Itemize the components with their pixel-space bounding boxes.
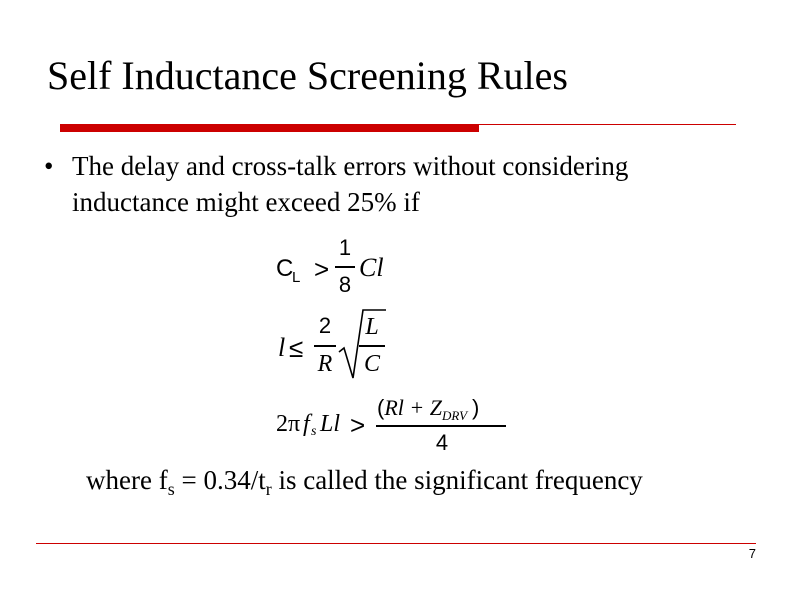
eq3-operator: > [350,410,366,440]
eq1-lhs-sub: L [292,269,301,286]
eq3-lhs-rest: Ll [320,411,341,437]
eq3-num-sub: DRV [441,408,468,423]
footer-sub-r: r [265,479,272,499]
footer-sub-s: s [167,479,175,499]
eq3-numerator [377,395,479,421]
eq3-frac-den: 4 [435,430,449,455]
slide-title: Self Inductance Screening Rules [47,53,568,98]
footer-divider [36,543,756,544]
eq3-num-main: Rl + Z [384,395,442,420]
eq2-frac-num: 2 [318,313,332,338]
eq2-operator: ≤ [289,333,304,363]
footer-mid: = 0.34/t [174,465,266,495]
eq1-operator: > [314,254,330,284]
eq3-num-close: ) [472,395,480,420]
footer-suffix: is called the significant frequency [271,465,643,495]
bullet-text: The delay and cross-talk errors without considering inductance might exceed 25% if [72,151,629,217]
eq3-frac-bar [376,425,506,427]
bullet-mark: • [44,151,54,181]
significant-frequency-note [86,462,643,498]
title-underline-thin [479,124,736,125]
title-underline-thick [60,124,479,132]
footer-prefix: where f [86,465,168,495]
eq2-root-num: L [365,314,379,340]
page-number: 7 [748,546,756,561]
eq2-frac-bar [314,345,336,347]
eq1-frac-num: 1 [338,235,352,260]
eq1-frac-den: 8 [338,272,352,297]
eq3-lhs-f: f [303,411,310,437]
eq2-frac-den: R [317,351,333,377]
eq3-lhs-sub: s [311,424,317,439]
eq1-rhs: Cl [359,253,384,282]
eq3-lhs-coef: 2π [276,411,301,437]
eq2-root-den: C [363,351,380,377]
eq2-root-bar [359,345,385,347]
eq1-frac-bar [335,266,355,268]
eq3-num-open: ( [377,395,385,420]
eq2-lhs: l [278,333,286,362]
eq1-lhs-main: C [276,255,294,282]
